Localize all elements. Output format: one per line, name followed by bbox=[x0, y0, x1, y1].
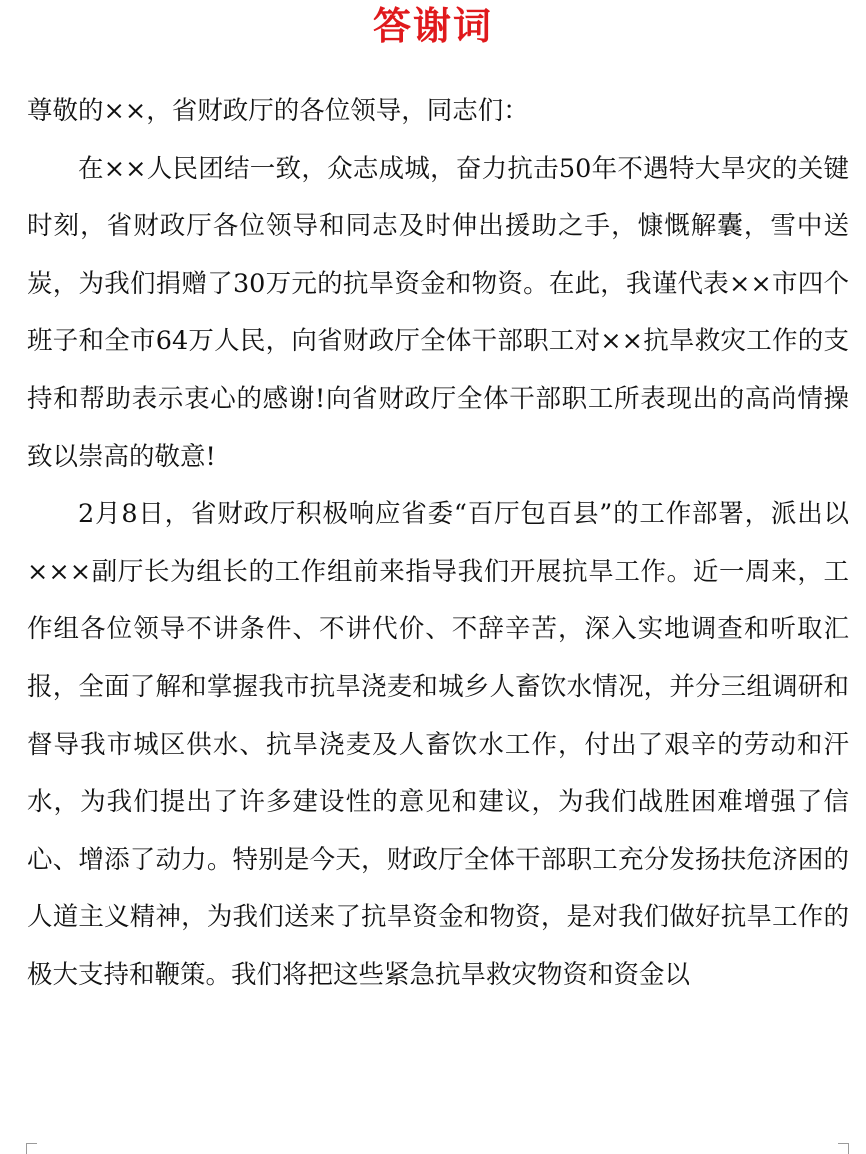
paragraph-work-team: 2月8日，省财政厅积极响应省委“百厅包百县”的工作部署，派出以×××副厅长为组长的工作组前来指导我们开展抗旱工作。近一周来，工作组各位领导不讲条件、不讲代价、不辞辛苦，深入实地调查和听取汇报，全面了解和掌握我市抗旱浇麦和城乡人畜饮水情况，并分三组调研和督导我市城区供水、抗旱浇麦及人畜饮水工作，付出了艰辛的劳动和汗水，为我们提出了许多建设性的意见和建议，为我们战胜困难增强了信心、增添了动力。特别是今天，财政厅全体干部职工充分发扬扶危济困的人道主义精神，为我们送来了抗旱资金和物资，是对我们做好抗旱工作的极大支持和鞭策。我们将把这些紧急抗旱救灾物资和资金以 bbox=[27, 499, 849, 990]
paragraph-gratitude: 在××人民团结一致，众志成城，奋力抗击50年不遇特大旱灾的关键时刻，省财政厅各位领导和同志及时伸出援助之手，慷慨解囊，雪中送炭，为我们捐赠了30万元的抗旱资金和物资。在此，我谨代表××市四个班子和全市64万人民，向省财政厅全体干部职工对××抗旱救灾工作的支持和帮助表示衷心的感谢!向省财政厅全体干部职工所表现出的高尚情操致以崇高的敬意! bbox=[27, 153, 849, 472]
page-corner-mark-right bbox=[838, 1143, 849, 1154]
page-corner-mark-left bbox=[26, 1143, 37, 1154]
document-body bbox=[27, 83, 849, 1005]
salutation: 尊敬的××，省财政厅的各位领导，同志们： bbox=[27, 96, 529, 126]
document-title: 答谢词 bbox=[372, 4, 493, 48]
